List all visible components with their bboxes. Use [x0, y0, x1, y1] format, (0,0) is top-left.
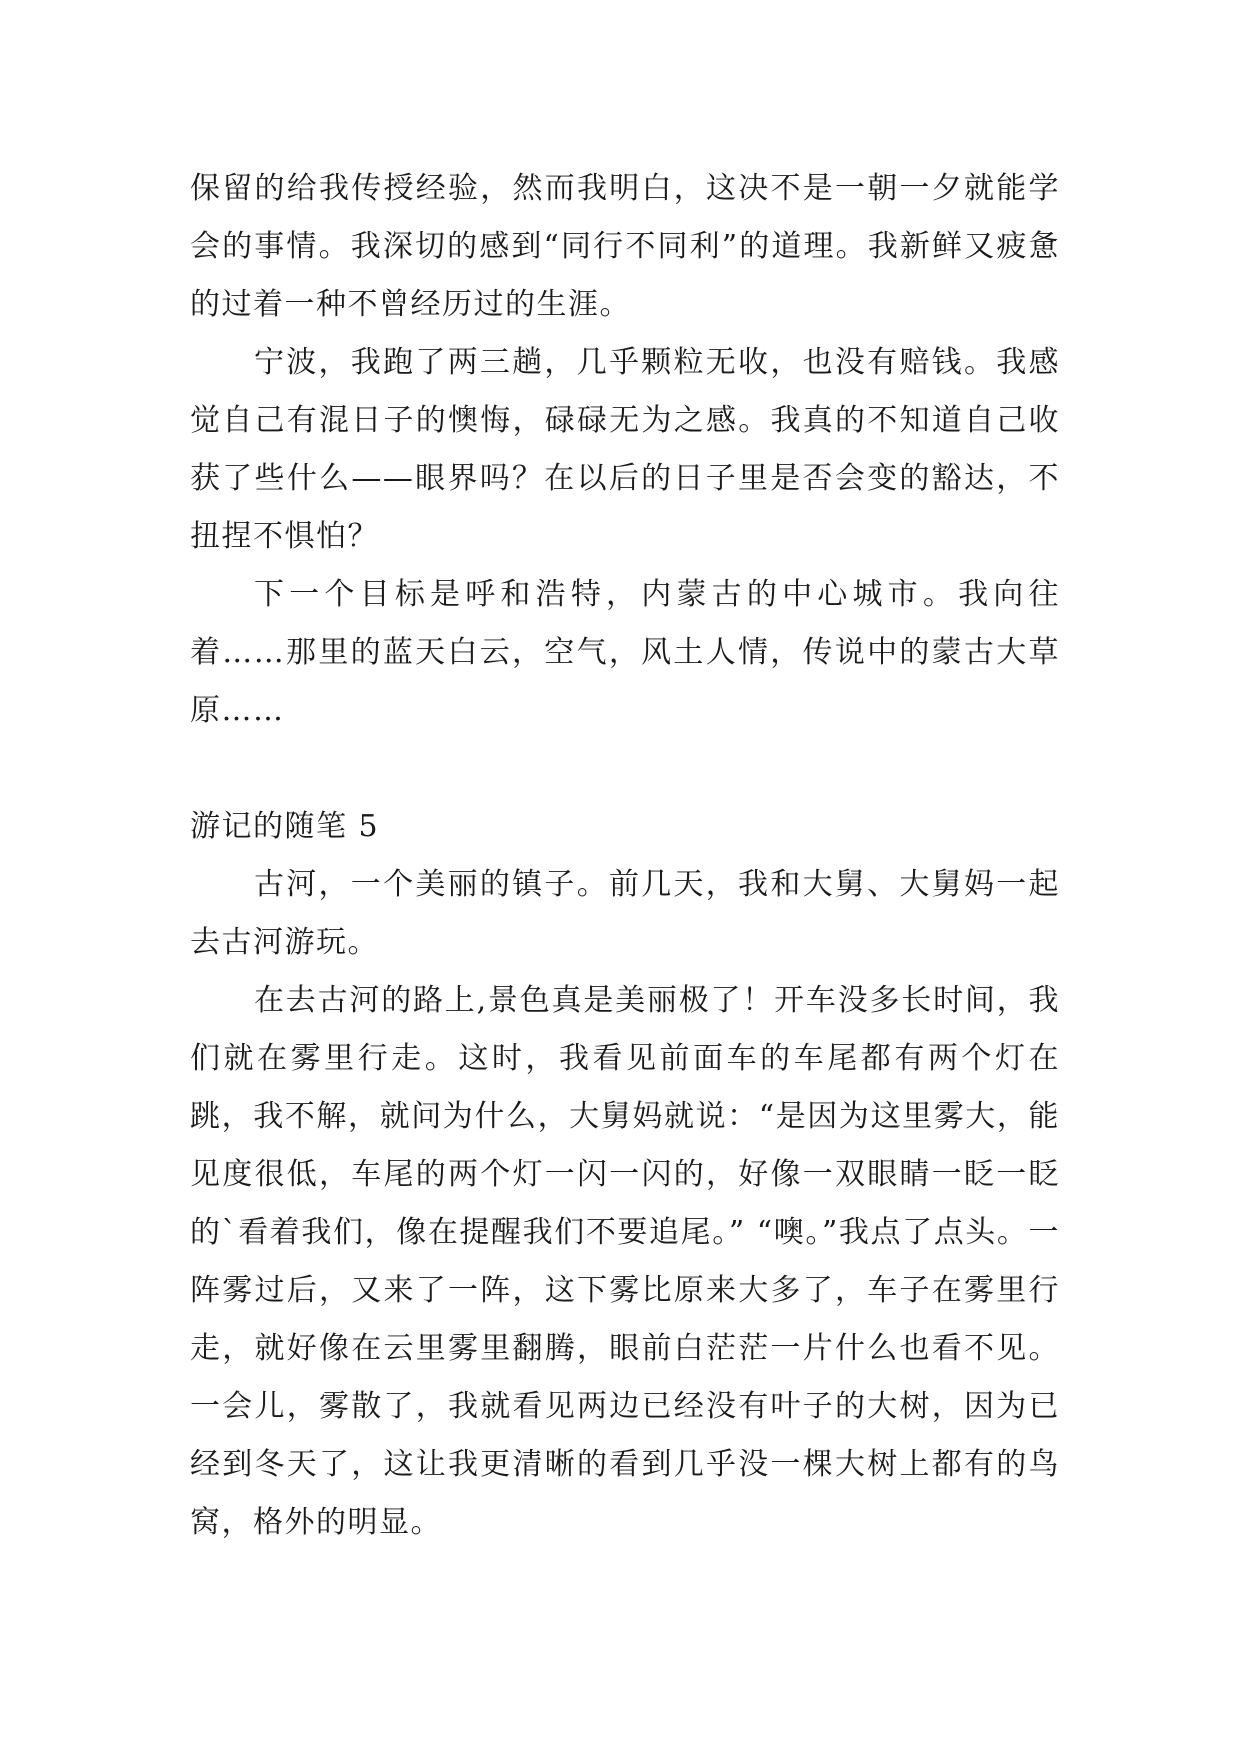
- document-body: [190, 160, 1060, 1552]
- paragraph-guhe-intro: 古河，一个美丽的镇子。前几天，我和大舅、大舅妈一起去古河游玩。: [190, 867, 1060, 960]
- section-title: 游记的随笔 5: [190, 809, 380, 844]
- section-spacer: [190, 740, 1060, 798]
- paragraph-continued: 保留的给我传授经验，然而我明白，这决不是一朝一夕就能学会的事情。我深切的感到“同行不同利”的道理。我新鲜又疲惫的过着一种不曾经历过的生涯。: [190, 171, 1060, 322]
- paragraph-ningbo: 宁波，我跑了两三趟，几乎颗粒无收，也没有赔钱。我感觉自己有混日子的懊悔，碌碌无为之感。我真的不知道自己收获了些什么——眼界吗？在以后的日子里是否会变的豁达，不扭捏不惧怕？: [190, 345, 1060, 554]
- paragraph-hohhot: 下一个目标是呼和浩特，内蒙古的中心城市。我向往着……那里的蓝天白云，空气，风土人情，传说中的蒙古大草原……: [190, 577, 1060, 728]
- paragraph-guhe-road: 在去古河的路上,景色真是美丽极了！开车没多长时间，我们就在雾里行走。这时，我看见前面车的车尾都有两个灯在跳，我不解，就问为什么，大舅妈就说：“是因为这里雾大，能见度很低，车尾的两个灯一闪一闪的，好像一双眼睛一眨一眨的`看着我们，像在提醒我们不要追尾。” “噢。”我点了点头。一阵雾过后，又来了一阵，这下雾比原来大多了，车子在雾里行走，就好像在云里雾里翻腾，眼前白茫茫一片什么也看不见。一会儿，雾散了，我就看见两边已经没有叶子的大树，因为已经到冬天了，这让我更清晰的看到几乎没一棵大树上都有的鸟窝，格外的明显。: [190, 983, 1060, 1540]
